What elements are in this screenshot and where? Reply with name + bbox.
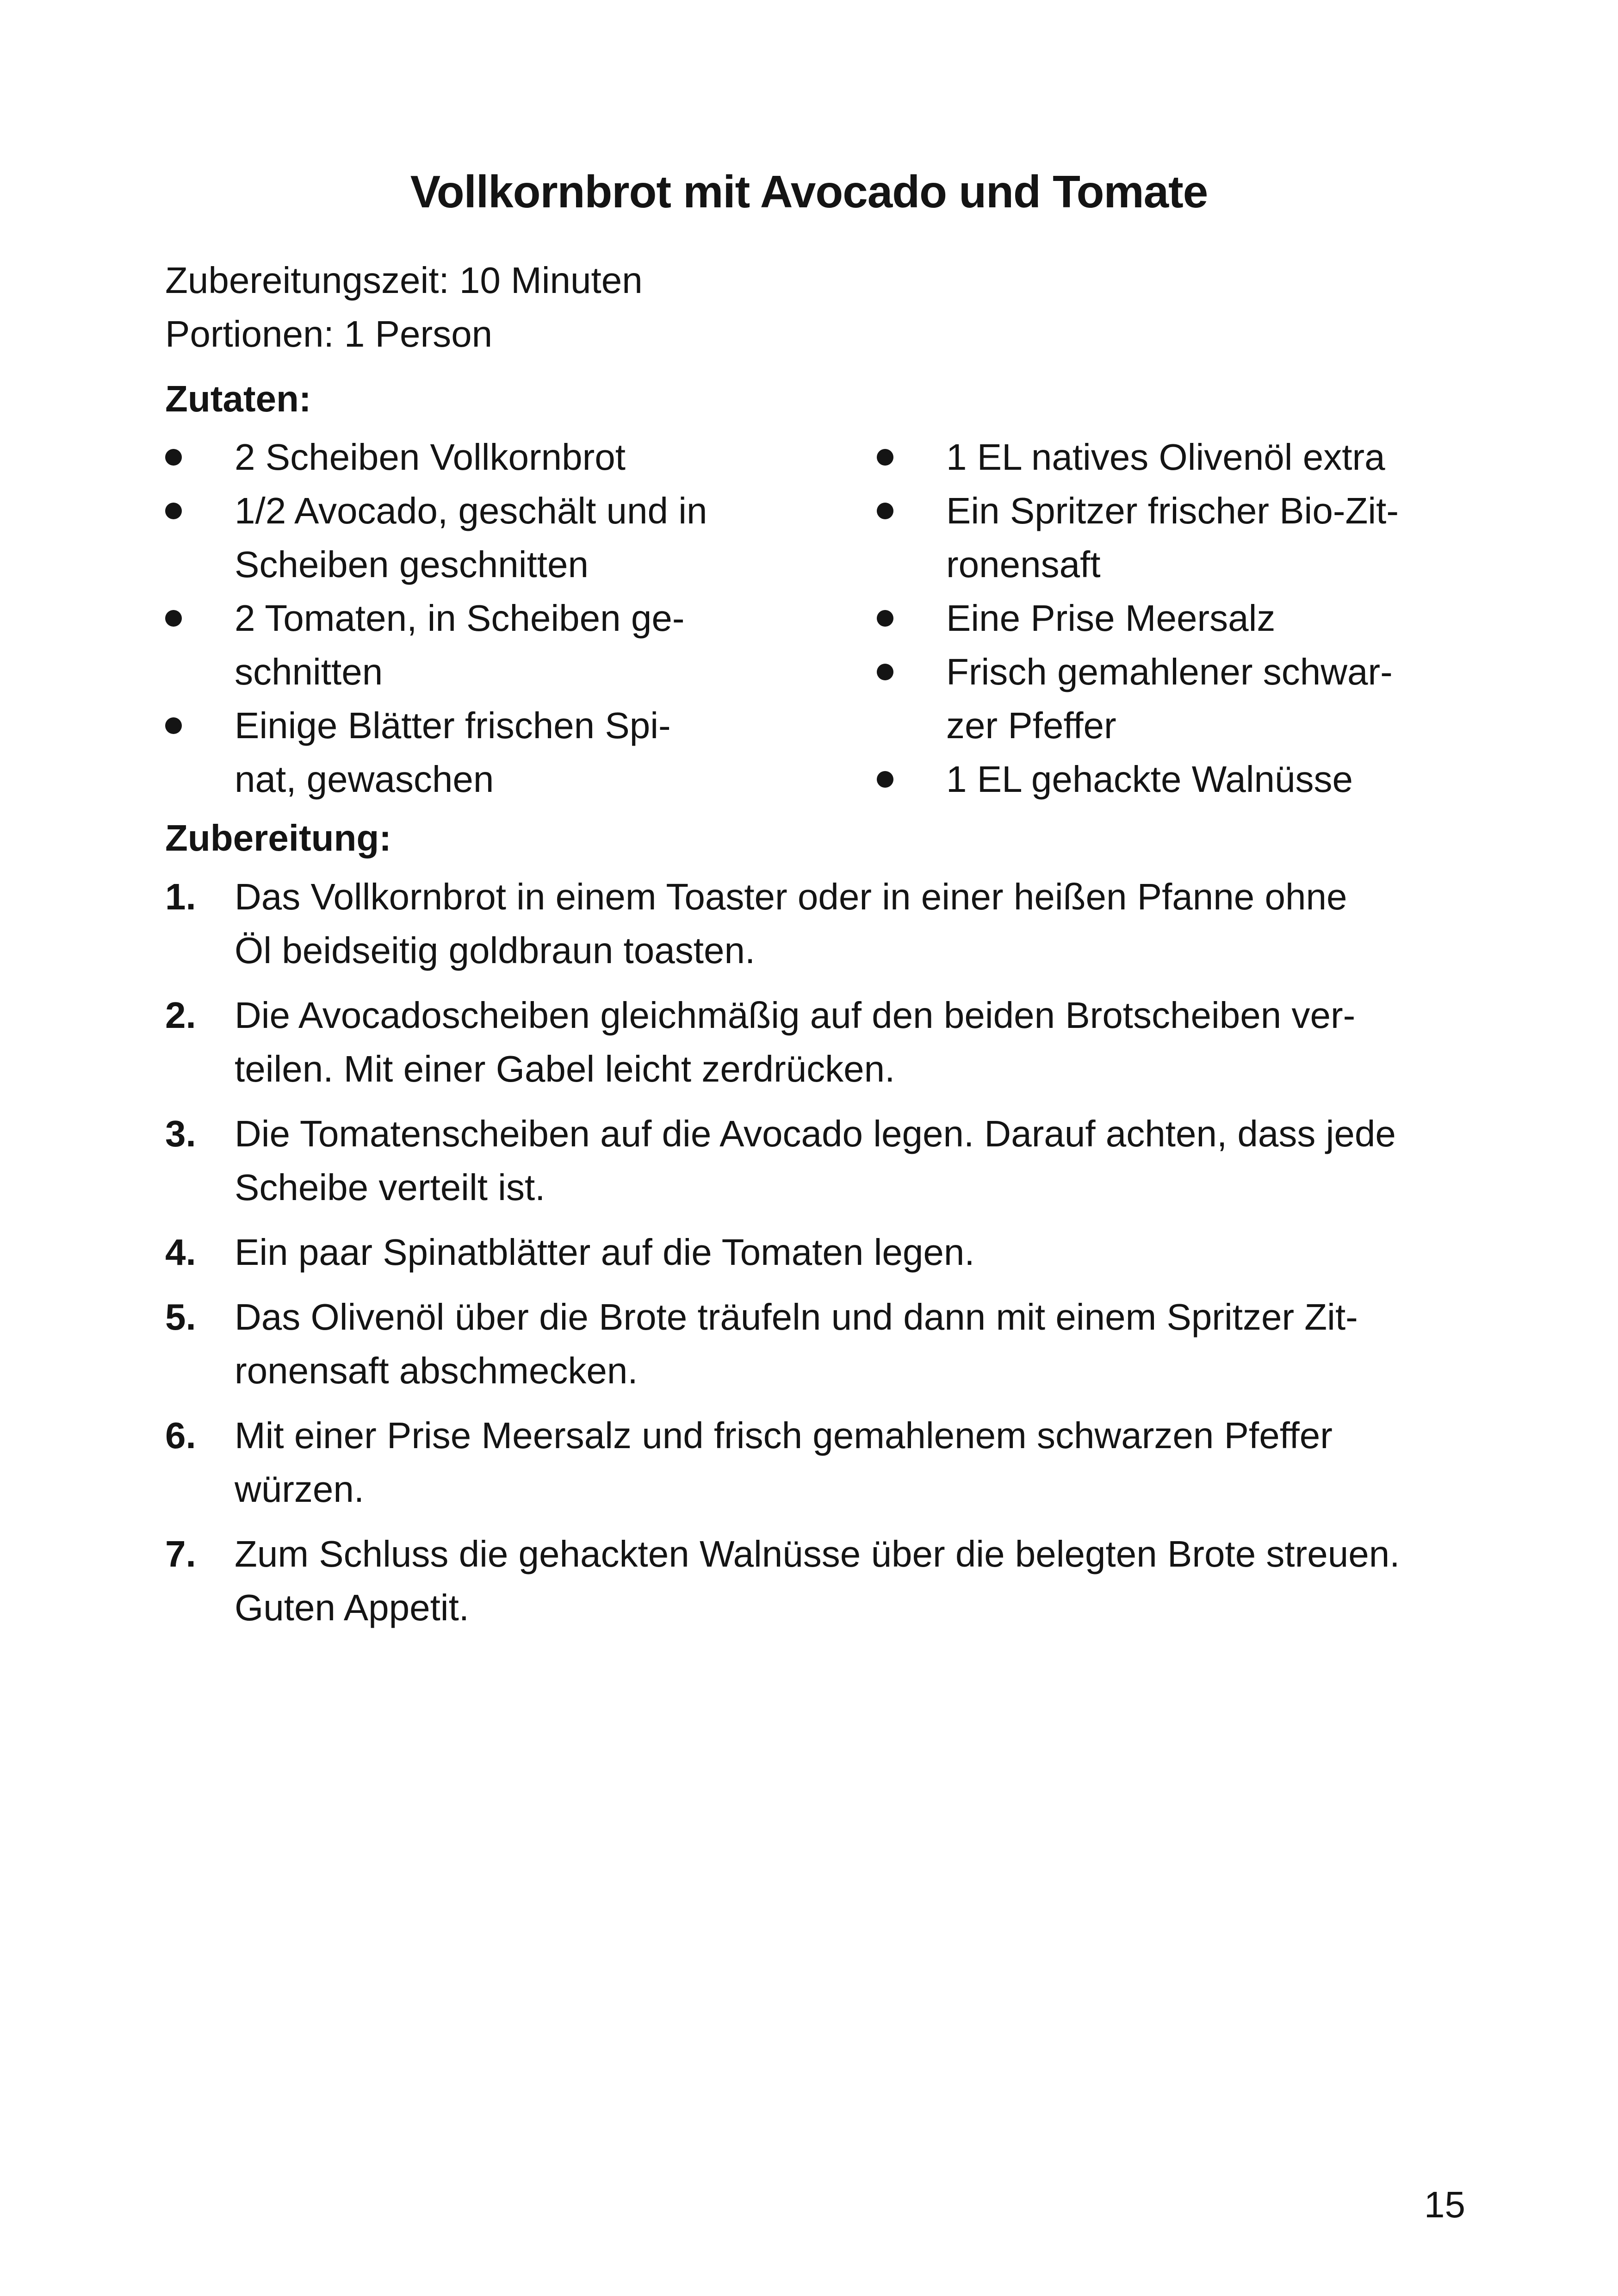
bullet-icon <box>877 449 893 466</box>
bullet-icon <box>165 610 182 627</box>
page-number: 15 <box>1424 2184 1465 2225</box>
ingredient-item <box>165 484 767 591</box>
recipe-title: Vollkornbrot mit Avocado und Tomate <box>410 166 1208 217</box>
bullet-icon <box>877 503 893 519</box>
ingredient-text: Frisch gemahlener schwar- zer Pfeffer <box>946 651 1393 746</box>
ingredients-list-left <box>165 430 767 806</box>
step-number: 6. <box>165 1415 196 1456</box>
step-text: Das Olivenöl über die Brote träufeln und dann mit einem Spritzer Zit- ronensaft abschmecken. <box>235 1296 1358 1391</box>
step-item <box>165 1409 1456 1516</box>
step-number: 1. <box>165 876 196 917</box>
ingredient-text: 1/2 Avocado, geschält und in Scheiben geschnitten <box>235 490 707 585</box>
bullet-icon <box>877 610 893 627</box>
ingredient-text: Einige Blätter frischen Spi- nat, gewaschen <box>235 705 671 800</box>
step-text: Zum Schluss die gehackten Walnüsse über die belegten Brote streuen. Guten Appetit. <box>235 1533 1400 1628</box>
ingredient-item <box>165 591 767 699</box>
ingredient-text: Eine Prise Meersalz <box>946 597 1276 639</box>
step-item <box>165 1226 1456 1279</box>
bullet-icon <box>877 771 893 788</box>
bullet-icon <box>165 449 182 466</box>
step-number: 3. <box>165 1113 196 1154</box>
step-item <box>165 870 1456 977</box>
step-number: 5. <box>165 1296 196 1338</box>
servings: Portionen: 1 Person <box>165 313 493 355</box>
ingredient-item <box>877 484 1478 591</box>
ingredient-item <box>877 645 1478 753</box>
ingredient-item <box>165 430 767 484</box>
ingredient-item <box>877 753 1478 806</box>
bullet-icon <box>877 664 893 680</box>
ingredient-item <box>877 591 1478 645</box>
step-number: 7. <box>165 1533 196 1574</box>
ingredient-item <box>877 430 1478 484</box>
ingredient-text: 1 EL natives Olivenöl extra <box>946 436 1385 478</box>
ingredients-heading: Zutaten: <box>165 378 311 419</box>
step-text: Die Avocadoscheiben gleichmäßig auf den beiden Brotscheiben ver- teilen. Mit einer Gabel leicht zerdrücken. <box>235 995 1356 1089</box>
step-number: 4. <box>165 1232 196 1273</box>
preparation-steps <box>165 870 1456 1646</box>
step-item <box>165 1527 1456 1635</box>
step-item <box>165 1290 1456 1398</box>
step-text: Mit einer Prise Meersalz und frisch gemahlenem schwarzen Pfeffer würzen. <box>235 1415 1333 1510</box>
step-text: Das Vollkornbrot in einem Toaster oder in einer heißen Pfanne ohne Öl beidseitig goldbraun toasten. <box>235 876 1347 971</box>
bullet-icon <box>165 717 182 734</box>
preparation-heading: Zubereitung: <box>165 817 391 859</box>
step-number: 2. <box>165 995 196 1036</box>
step-item <box>165 1107 1456 1214</box>
ingredient-text: 2 Tomaten, in Scheiben ge- schnitten <box>235 597 685 692</box>
step-item <box>165 989 1456 1096</box>
step-text: Ein paar Spinatblätter auf die Tomaten legen. <box>235 1232 975 1273</box>
ingredient-text: Ein Spritzer frischer Bio-Zit- ronensaft <box>946 490 1399 585</box>
prep-time: Zubereitungszeit: 10 Minuten <box>165 260 643 301</box>
step-text: Die Tomatenscheiben auf die Avocado legen. Darauf achten, dass jede Scheibe verteilt ist. <box>235 1113 1396 1208</box>
bullet-icon <box>165 503 182 519</box>
ingredient-text: 1 EL gehackte Walnüsse <box>946 759 1353 800</box>
ingredients-list-right <box>877 430 1478 806</box>
ingredient-item <box>165 699 767 806</box>
ingredient-text: 2 Scheiben Vollkornbrot <box>235 436 626 478</box>
